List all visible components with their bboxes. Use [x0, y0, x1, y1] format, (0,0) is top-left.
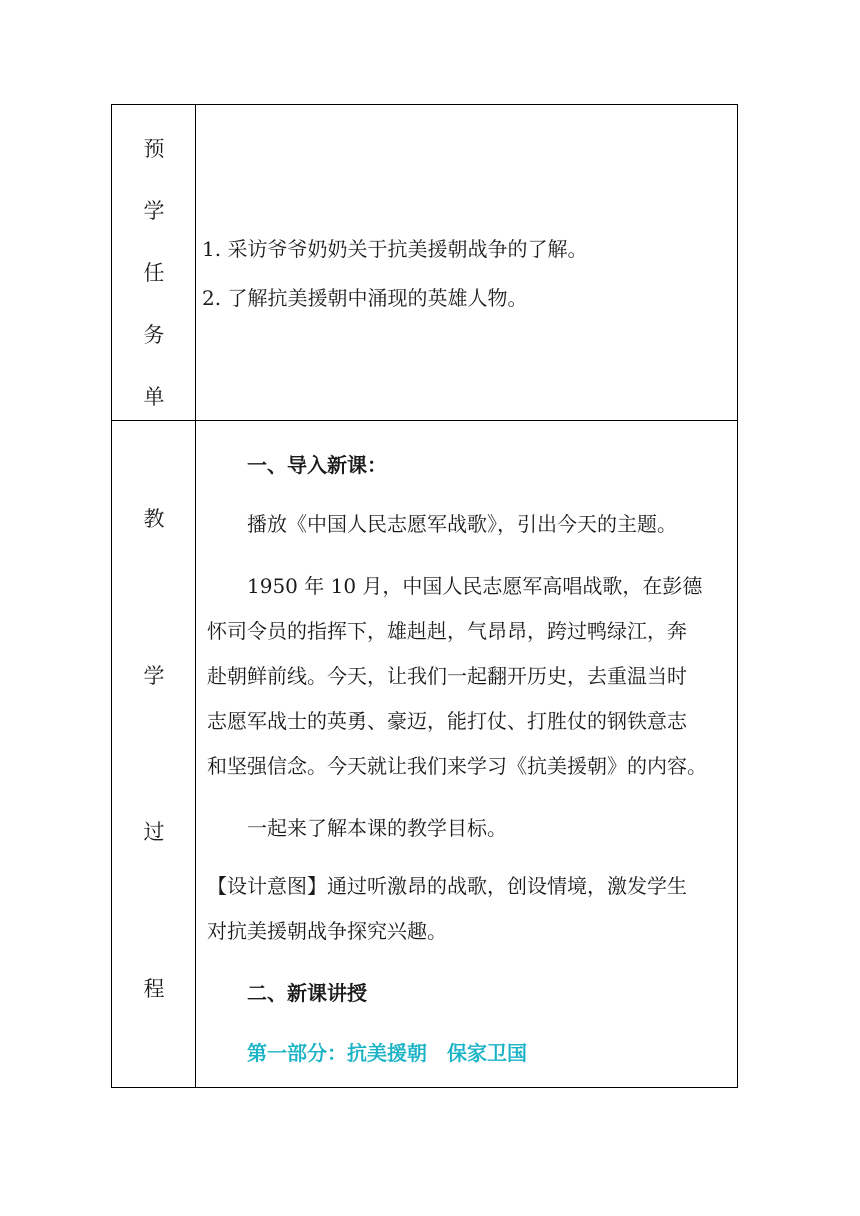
intro-paragraph: 播放《中国人民志愿军战歌》，引出今天的主题。	[247, 512, 677, 536]
process-label-char: 程	[143, 977, 165, 1001]
prestudy-label-char: 预	[143, 137, 165, 161]
process-label-char: 教	[143, 507, 165, 531]
prestudy-content-cell	[196, 105, 738, 421]
goal-line: 一起来了解本课的教学目标。	[247, 816, 507, 840]
prestudy-label-cell	[112, 105, 196, 421]
section-heading-new-lesson: 二、新课讲授	[247, 981, 367, 1005]
prestudy-label-char: 单	[143, 385, 165, 409]
process-label-char: 过	[143, 820, 165, 844]
design-intent-line: 对抗美援朝战争探究兴趣。	[207, 919, 447, 943]
lesson-plan-table	[111, 104, 738, 1088]
prestudy-label-char: 任	[143, 261, 165, 285]
process-label-cell	[112, 421, 196, 1088]
part-heading: 第一部分：抗美援朝 保家卫国	[247, 1041, 527, 1065]
process-content-cell	[196, 421, 738, 1088]
story-line: 1950 年 10 月，中国人民志愿军高唱战歌，在彭德	[247, 574, 703, 598]
prestudy-task-item: 2. 了解抗美援朝中涌现的英雄人物。	[202, 286, 528, 310]
story-line: 志愿军战士的英勇、豪迈，能打仗、打胜仗的钢铁意志	[207, 709, 687, 733]
prestudy-label-char: 务	[143, 323, 165, 347]
story-line: 怀司令员的指挥下，雄赳赳，气昂昂，跨过鸭绿江，奔	[207, 619, 687, 643]
process-label-char: 学	[143, 664, 165, 688]
prestudy-task-item: 1. 采访爷爷奶奶关于抗美援朝战争的了解。	[202, 237, 588, 261]
prestudy-label-char: 学	[143, 199, 165, 223]
section-heading-intro: 一、导入新课：	[247, 453, 387, 477]
story-line: 和坚强信念。今天就让我们来学习《抗美援朝》的内容。	[207, 754, 707, 778]
process-row	[112, 421, 738, 1088]
prestudy-row	[112, 105, 738, 421]
story-line: 赴朝鲜前线。今天，让我们一起翻开历史，去重温当时	[207, 664, 687, 688]
design-intent-line: 【设计意图】通过听激昂的战歌，创设情境，激发学生	[207, 874, 687, 898]
